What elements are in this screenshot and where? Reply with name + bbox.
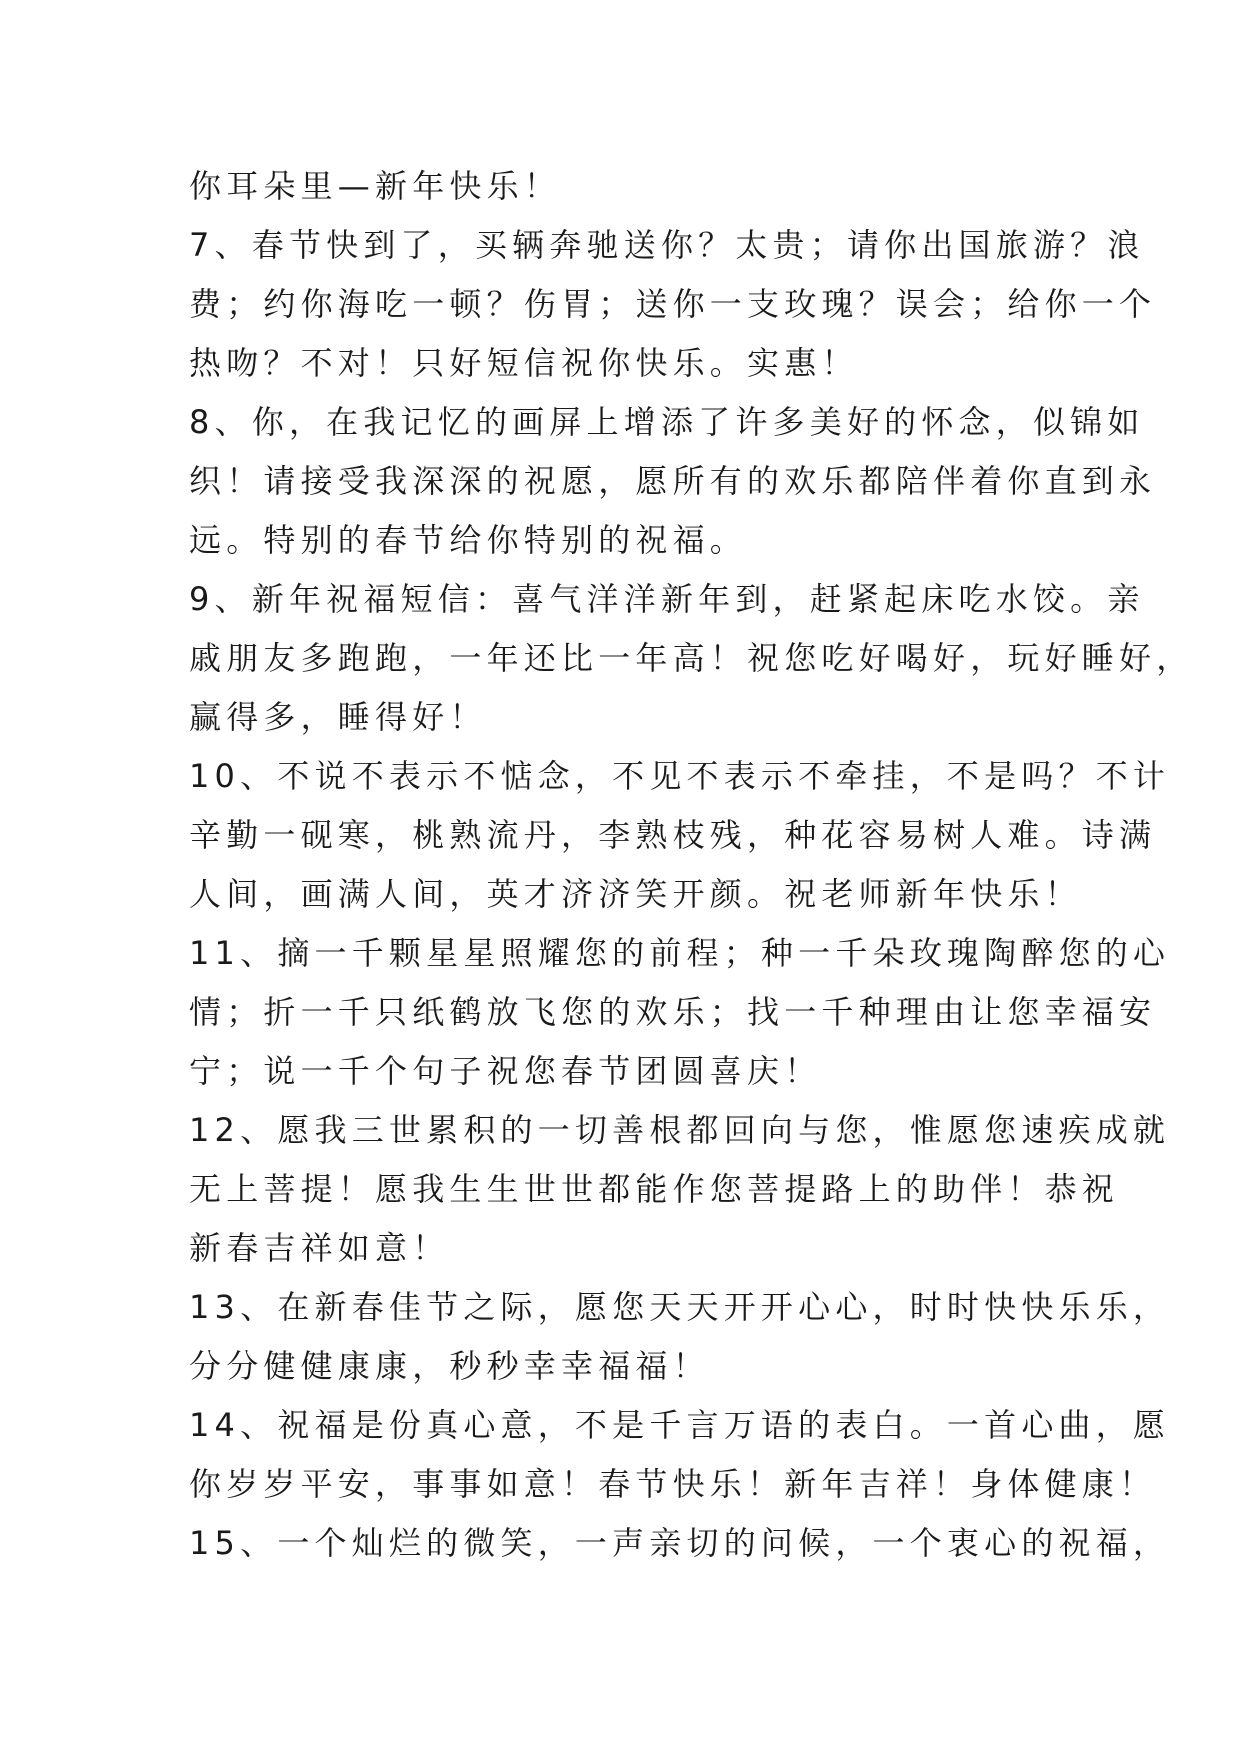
text-line: 辛勤一砚寒，桃熟流丹，李熟枝残，种花容易树人难。诗满 [189, 816, 1157, 854]
text-line: 7、春节快到了，买辆奔驰送你？太贵；请你出国旅游？浪 [189, 226, 1145, 264]
text-line: 宁；说一千个句子祝您春节团圆喜庆！ [189, 1052, 822, 1090]
text-line: 赢得多，睡得好！ [189, 698, 487, 736]
text-line: 远。特别的春节给你特别的祝福。 [189, 521, 748, 559]
text-line: 9、新年祝福短信：喜气洋洋新年到，赶紧起床吃水饺。亲 [189, 580, 1145, 618]
body-text [189, 157, 1194, 1573]
text-line: 8、你，在我记忆的画屏上增添了许多美好的怀念，似锦如 [189, 403, 1145, 441]
text-line: 13、在新春佳节之际，愿您天天开开心心，时时快快乐乐， [189, 1288, 1171, 1326]
text-line: 分分健健康康，秒秒幸幸福福！ [189, 1347, 710, 1385]
text-line: 15、一个灿烂的微笑，一声亲切的问候，一个衷心的祝福， [189, 1524, 1171, 1562]
text-line: 热吻？不对！只好短信祝你快乐。实惠！ [189, 344, 859, 382]
text-line: 戚朋友多跑跑，一年还比一年高！祝您吃好喝好，玩好睡好， [189, 639, 1194, 677]
text-line: 你岁岁平安，事事如意！春节快乐！新年吉祥！身体健康！ [189, 1465, 1157, 1503]
text-line: 你耳朵里—新年快乐！ [189, 167, 562, 205]
text-line: 10、不说不表示不惦念，不见不表示不牵挂，不是吗？不计 [189, 757, 1171, 795]
text-line: 织！请接受我深深的祝愿，愿所有的欢乐都陪伴着你直到永 [189, 462, 1157, 500]
text-line: 无上菩提！愿我生生世世都能作您菩提路上的助伴！恭祝 [189, 1170, 1120, 1208]
text-line: 11、摘一千颗星星照耀您的前程；种一千朵玫瑰陶醉您的心 [189, 934, 1171, 972]
text-line: 12、愿我三世累积的一切善根都回向与您，惟愿您速疾成就 [189, 1111, 1171, 1149]
text-line: 人间，画满人间，英才济济笑开颜。祝老师新年快乐！ [189, 875, 1082, 913]
text-line: 费；约你海吃一顿？伤胃；送你一支玫瑰？误会；给你一个 [189, 285, 1157, 323]
text-line: 新春吉祥如意！ [189, 1229, 450, 1267]
text-line: 情；折一千只纸鹤放飞您的欢乐；找一千种理由让您幸福安 [189, 993, 1157, 1031]
text-line: 14、祝福是份真心意，不是千言万语的表白。一首心曲，愿 [189, 1406, 1171, 1444]
